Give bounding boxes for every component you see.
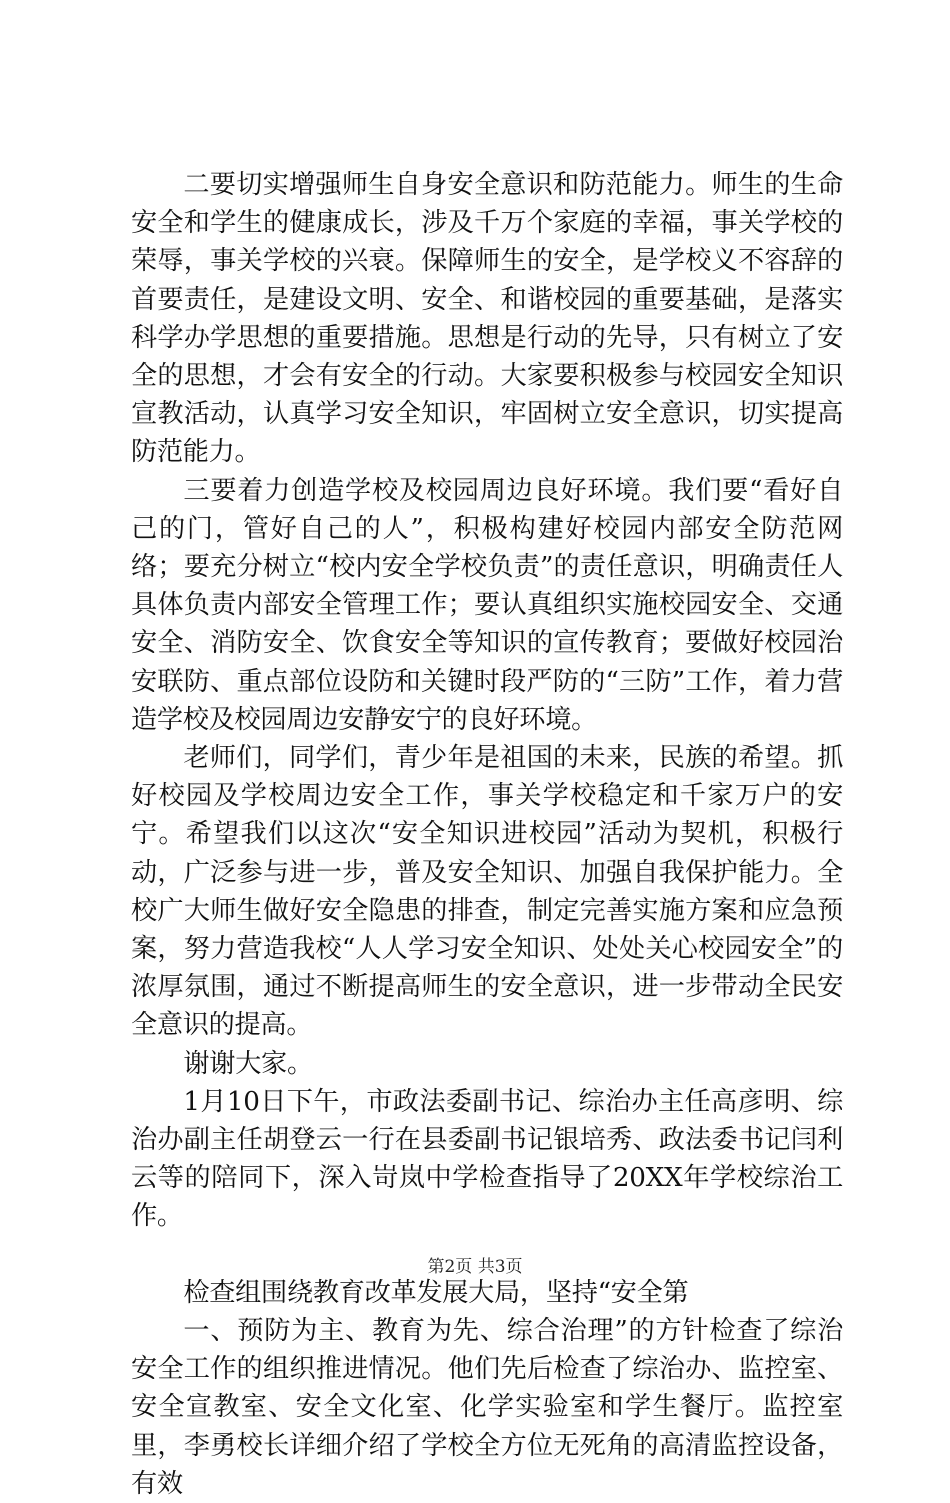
paragraph-campus-environment: 三要着力创造学校及校园周边良好环境。我们要“看好自己的门，管好自己的人”，积极构建好校园内部安全防范网络；要充分树立“校内安全学校负责”的责任意识，明确责任人具体负责内部安全管理工作；要认真组织实施校园安全、交通安全、消防安全、饮食安全等知识的宣传教育；要做好校园治安联防、重点部位设防和关键时段严防的“三防”工作，着力营造学校及校园周边安静安宁的良好环境。 xyxy=(131,475,843,735)
paragraph-thanks: 谢谢大家。 xyxy=(183,1048,313,1079)
paragraph-inspection-focus: 检查组围绕教育改革发展大局，坚持“安全第 xyxy=(183,1277,689,1308)
paragraph-closing-appeal: 老师们，同学们，青少年是祖国的未来，民族的希望。抓好校园及学校周边安全工作，事关学校稳定和千家万户的安宁。希望我们以这次“安全知识进校园”活动为契机，积极行动，广泛参与进一步，普及安全知识、加强自我保护能力。全校广大师生做好安全隐患的排查，制定完善实施方案和应急预案，努力营造我校“人人学习安全知识、处处关心校园安全”的浓厚氛围，通过不断提高师生的安全意识，进一步带动全民安全意识的提高。 xyxy=(131,743,843,1041)
paragraph-inspection-intro: 1月10日下午，市政法委副书记、综治办主任高彦明、综治办副主任胡登云一行在县委副书记银培秀、政法委书记闫利云等的陪同下，深入岢岚中学检查指导了20XX年学校综治工作。 xyxy=(131,1086,843,1232)
document-body xyxy=(131,166,843,1503)
paragraph-safety-awareness: 二要切实增强师生自身安全意识和防范能力。师生的生命安全和学生的健康成长，涉及千万个家庭的幸福，事关学校的荣辱，事关学校的兴衰。保障师生的安全，是学校义不容辞的首要责任，是建设文明、安全、和谐校园的重要基础，是落实科学办学思想的重要措施。思想是行动的先导，只有树立了安全的思想，才会有安全的行动。大家要积极参与校园安全知识宣教活动，认真学习安全知识，牢固树立安全意识，切实提高防范能力。 xyxy=(131,170,843,468)
page-number-footer: 第2页 共3页 xyxy=(427,1257,523,1277)
paragraph-inspection-details: 一、预防为主、教育为先、综合治理”的方针检查了综治安全工作的组织推进情况。他们先后检查了综治办、监控室、安全宣教室、安全文化室、化学实验室和学生餐厅。监控室里，李勇校长详细介绍了学校全方位无死角的高清监控设备，有效 xyxy=(131,1315,843,1499)
